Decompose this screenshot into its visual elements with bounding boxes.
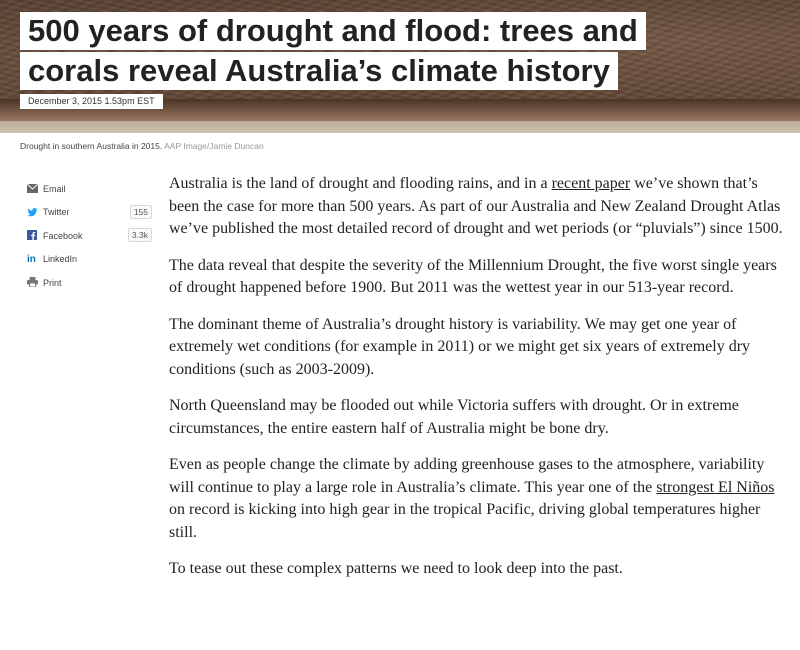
share-email[interactable] <box>27 177 152 201</box>
hero-water <box>0 121 800 133</box>
publish-date: December 3, 2015 1.53pm EST <box>20 94 163 109</box>
share-linkedin[interactable] <box>27 248 152 272</box>
el-nino-link[interactable]: strongest El Niños <box>656 478 775 496</box>
twitter-bird-icon <box>27 207 38 218</box>
facebook-count: 3.3k <box>128 228 152 242</box>
title-line-2: corals reveal Australia’s climate history <box>20 52 618 90</box>
caption-text: Drought in southern Australia in 2015. <box>20 141 163 151</box>
printer-icon <box>27 277 38 288</box>
hero-image <box>0 0 800 133</box>
recent-paper-link[interactable]: recent paper <box>551 175 631 192</box>
article-title <box>20 12 720 92</box>
share-sidebar <box>27 177 152 295</box>
share-linkedin-label: LinkedIn <box>43 254 78 265</box>
paragraph: Australia is the land of drought and flooding rains, and in a recent paper we’ve shown that’s been the case for more than 500 years. As part of our Australia and New Zealand Drought Atlas we’ve published the most detailed record of drought and wet periods (or “pluvials”) since 1500. <box>169 175 783 237</box>
share-twitter[interactable] <box>27 201 152 225</box>
paragraph: The dominant theme of Australia’s drought history is variability. We may get one year of extremely wet conditions (for example in 2011) or we might get six years of extremely dry conditions (such as 2003-2009). <box>169 315 751 378</box>
share-facebook[interactable] <box>27 224 152 248</box>
twitter-count: 155 <box>130 205 152 219</box>
share-twitter-label: Twitter <box>43 207 70 218</box>
paragraph: To tease out these complex patterns we need to look deep into the past. <box>169 560 623 577</box>
paragraph: North Queensland may be flooded out while Victoria suffers with drought. Or in extreme circumstances, the entire eastern half of Australia might be bone dry. <box>169 397 739 437</box>
paragraph: The data reveal that despite the severity of the Millennium Drought, the five worst single years of drought happened before 1900. But 2011 was the wettest year in our 513-year record. <box>169 256 777 296</box>
paragraph: Even as people change the climate by adding greenhouse gases to the atmosphere, variability will continue to play a large role in Australia’s climate. This year one of the strongest El Niños on record is kicking into high gear in the tropical Pacific, driving global temperatures higher still. <box>169 456 775 541</box>
facebook-icon <box>27 230 38 241</box>
caption-credit[interactable]: AAP Image/Jamie Duncan <box>164 141 264 151</box>
share-print[interactable] <box>27 271 152 295</box>
share-email-label: Email <box>43 183 66 194</box>
image-caption <box>20 141 264 151</box>
title-line-1: 500 years of drought and flood: trees and <box>20 12 646 50</box>
linkedin-icon: in <box>27 253 36 265</box>
article-body <box>169 173 784 595</box>
share-facebook-label: Facebook <box>43 230 83 241</box>
share-print-label: Print <box>43 277 62 288</box>
envelope-icon <box>27 183 38 194</box>
